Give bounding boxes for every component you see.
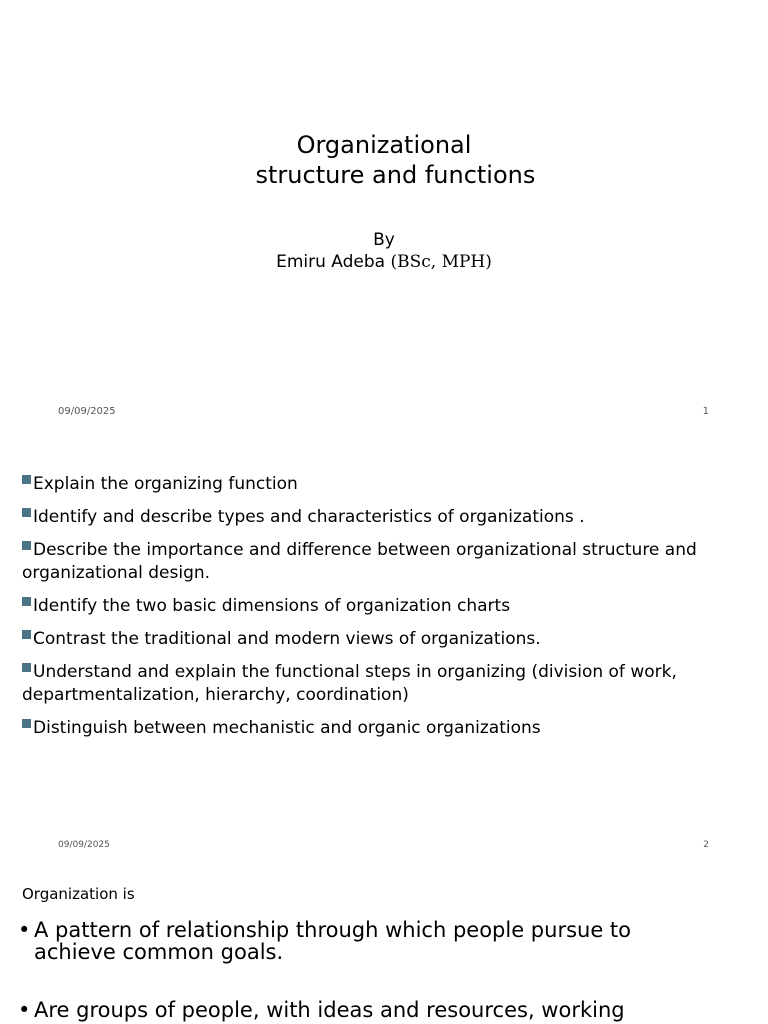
title-slide — [0, 0, 768, 433]
square-bullet-icon — [22, 508, 31, 517]
definition-slide — [0, 866, 768, 1024]
square-bullet-icon — [22, 475, 31, 484]
slide-number: 1 — [702, 406, 709, 417]
square-bullet-icon — [22, 630, 31, 639]
list-item: Identify and describe types and characteristics of organizations . — [22, 506, 722, 529]
byline — [0, 229, 768, 273]
author-line — [0, 251, 768, 273]
square-bullet-icon — [22, 719, 31, 728]
slide-heading: Organization is — [22, 885, 135, 903]
list-item: Distinguish between mechanistic and organic organizations — [22, 717, 722, 740]
bullet-icon: • — [18, 918, 31, 942]
slide-title — [0, 130, 768, 190]
author-credentials: (BSc, MPH) — [390, 252, 492, 272]
list-item: Contrast the traditional and modern views of organizations. — [22, 628, 722, 651]
title-line-1: Organizational — [296, 131, 472, 159]
slide-date: 09/09/2025 — [58, 406, 116, 417]
bullet-icon: • — [18, 998, 31, 1022]
list-item: • A pattern of relationship through which people pursue to achieve common goals. — [18, 918, 632, 964]
list-item: Identify the two basic dimensions of organization charts — [22, 595, 722, 618]
list-item: Explain the organizing function — [22, 473, 722, 496]
objectives-slide — [0, 433, 768, 866]
author-name: Emiru Adeba — [276, 252, 386, 272]
square-bullet-icon — [22, 663, 31, 672]
list-item: Understand and explain the functional steps in organizing (division of work, departmentalization, hierarchy, coordination) — [22, 662, 677, 705]
objectives-list — [22, 473, 722, 750]
slide-number: 2 — [703, 840, 709, 850]
square-bullet-icon — [22, 541, 31, 550]
definition-list — [18, 919, 718, 1024]
list-item: • Are groups of people, with ideas and resources, working — [18, 998, 625, 1022]
by-label: By — [373, 230, 395, 250]
list-item: Describe the importance and difference between organizational structure and organizational design. — [22, 540, 697, 583]
title-line-2: structure and functions — [255, 161, 536, 189]
slide-date: 09/09/2025 — [58, 840, 110, 850]
square-bullet-icon — [22, 597, 31, 606]
